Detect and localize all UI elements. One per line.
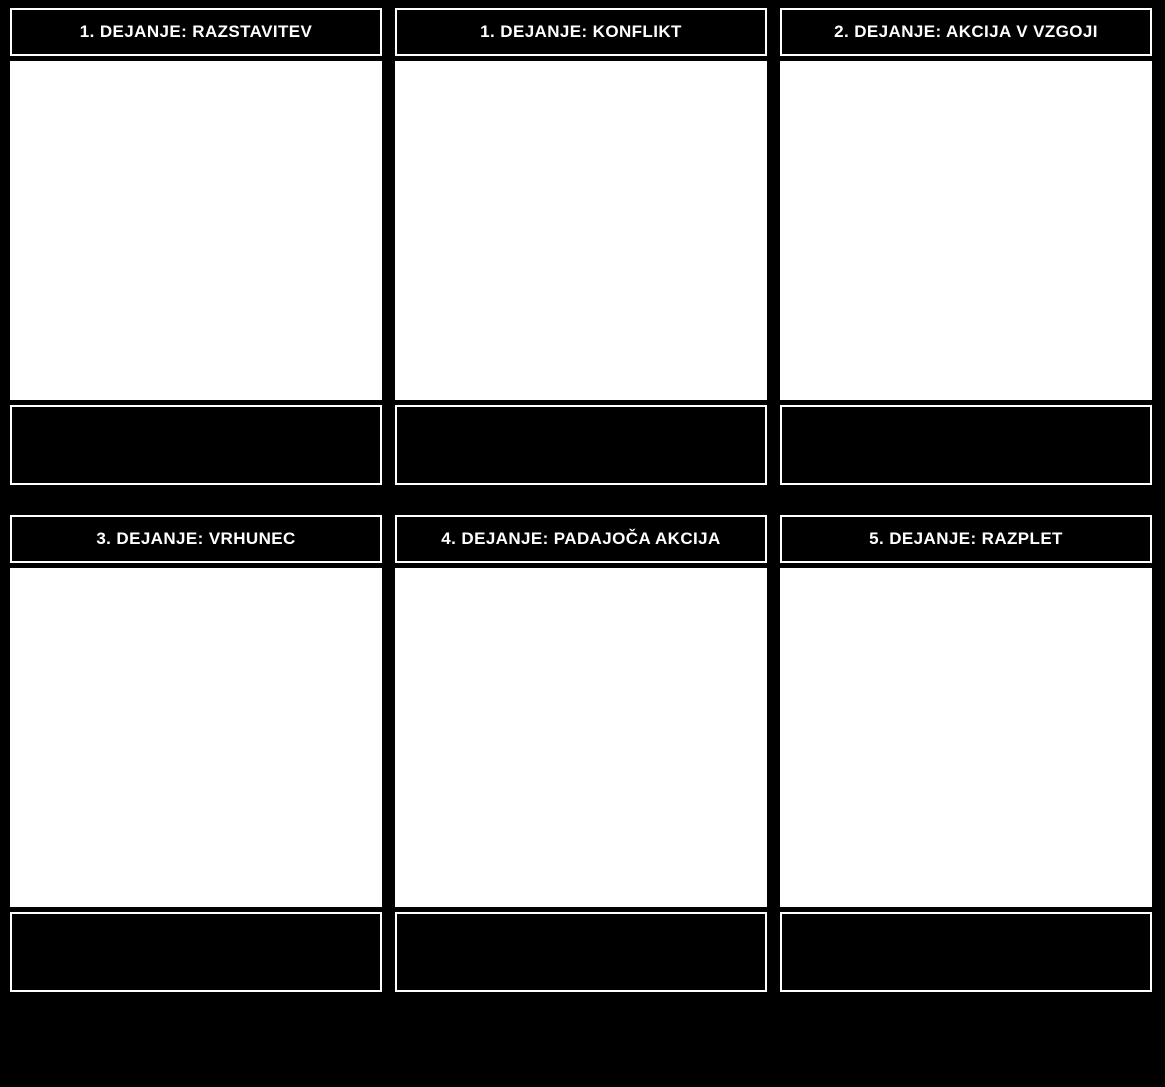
cell-canvas[interactable] — [395, 61, 767, 400]
cell-canvas[interactable] — [780, 61, 1152, 400]
row-divider — [10, 485, 1155, 515]
cell-canvas[interactable] — [395, 568, 767, 907]
cell-caption[interactable] — [780, 405, 1152, 485]
cell-caption[interactable] — [10, 405, 382, 485]
storyboard-cell[interactable] — [395, 8, 767, 485]
storyboard-cell[interactable] — [395, 515, 767, 992]
cell-canvas[interactable] — [780, 568, 1152, 907]
storyboard-row — [10, 8, 1155, 485]
cell-title[interactable]: 3. DEJANJE: VRHUNEC — [10, 515, 382, 563]
cell-title[interactable]: 4. DEJANJE: PADAJOČA AKCIJA — [395, 515, 767, 563]
cell-caption[interactable] — [395, 912, 767, 992]
cell-title[interactable]: 2. DEJANJE: AKCIJA V VZGOJI — [780, 8, 1152, 56]
cell-title[interactable]: 1. DEJANJE: KONFLIKT — [395, 8, 767, 56]
storyboard-cell[interactable] — [10, 515, 382, 992]
cell-title[interactable]: 5. DEJANJE: RAZPLET — [780, 515, 1152, 563]
storyboard-cell[interactable] — [780, 8, 1152, 485]
cell-caption[interactable] — [10, 912, 382, 992]
cell-title[interactable]: 1. DEJANJE: RAZSTAVITEV — [10, 8, 382, 56]
cell-caption[interactable] — [395, 405, 767, 485]
storyboard-row — [10, 515, 1155, 992]
cell-canvas[interactable] — [10, 61, 382, 400]
storyboard-cell[interactable] — [10, 8, 382, 485]
cell-caption[interactable] — [780, 912, 1152, 992]
storyboard-cell[interactable] — [780, 515, 1152, 992]
cell-canvas[interactable] — [10, 568, 382, 907]
